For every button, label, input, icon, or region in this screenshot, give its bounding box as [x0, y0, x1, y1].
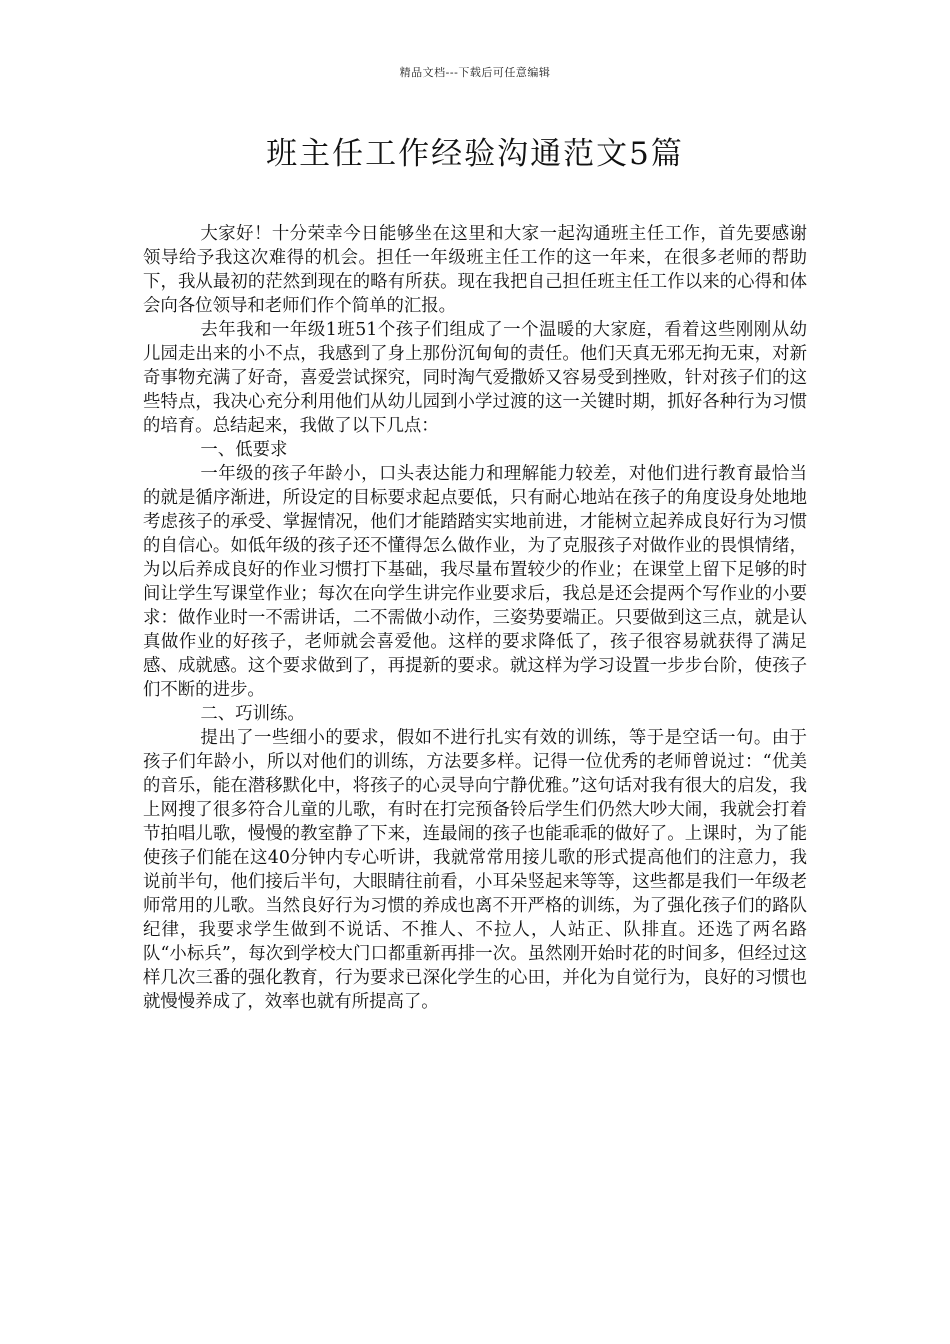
- paragraph-intro: 大家好！十分荣幸今日能够坐在这里和大家一起沟通班主任工作，首先要感谢领导给予我这次难得的机会。担任一年级班主任工作的这一年来，在很多老师的帮助下，我从最初的茫然到现在的略有所获。现在我把自己担任班主任工作以来的心得和体会向各位领导和老师们作个简单的汇报。: [143, 224, 807, 316]
- document-title: 班主任工作经验沟通范文5篇: [266, 136, 684, 172]
- paragraph-background: 去年我和一年级1班51个孩子们组成了一个温暖的大家庭，看着这些刚刚从幼儿园走出来的小不点，我感到了身上那份沉甸甸的责任。他们天真无邪无拘无束，对新奇事物充满了好奇，喜爱尝试探究，同时淘气爱撒娇又容易受到挫败，针对孩子们的这些特点，我决心充分利用他们从幼儿园到小学过渡的这一关键时期，抓好各种行为习惯的培育。总结起来，我做了以下几点：: [143, 320, 807, 436]
- paragraph-low-requirements: 一年级的孩子年龄小，口头表达能力和理解能力较差，对他们进行教育最恰当的就是循序渐进，所设定的目标要求起点要低，只有耐心地站在孩子的角度设身处地地考虑孩子的承受、掌握情况，他们才能踏踏实实地前进，才能树立起养成良好行为习惯的自信心。如低年级的孩子还不懂得怎么做作业，为了克服孩子对做作业的畏惧情绪，为以后养成良好的作业习惯打下基础，我尽量布置较少的作业；在课堂上留下足够的时间让学生写课堂作业；每次在向学生讲完作业要求后，我总是还会提两个写作业的小要求：做作业时一不需讲话，二不需做小动作，三姿势要端正。只要做到这三点，就是认真做作业的好孩子，老师就会喜爱他。这样的要求降低了，孩子很容易就获得了满足感、成就感。这个要求做到了，再提新的要求。就这样为学习设置一步步台阶，使孩子们不断的进步。: [143, 464, 807, 700]
- paragraph-clever-training: 提出了一些细小的要求，假如不进行扎实有效的训练，等于是空话一句。由于孩子们年龄小，所以对他们的训练，方法要多样。记得一位优秀的老师曾说过：“优美的音乐，能在潜移默化中，将孩子的心灵导向宁静优雅。”这句话对我有很大的启发，我上网搜了很多符合儿童的儿歌，有时在打完预备铃后学生们仍然大吵大闹，我就会打着节拍唱儿歌，慢慢的教室静了下来，连最闹的孩子也能乖乖的做好了。上课时，为了能使孩子们能在这40分钟内专心听讲，我就常常用接儿歌的形式提高他们的注意力，我说前半句，他们接后半句，大眼睛往前看，小耳朵竖起来等等，这些都是我们一年级老师常用的儿歌。当然良好行为习惯的养成也离不开严格的训练，为了强化孩子们的路队纪律，我要求学生做到不说话、不推人、不拉人，人站正、队排直。还选了两名路队“小标兵”，每次到学校大门口都重新再排一次。虽然刚开始时花的时间多，但经过这样几次三番的强化教育，行为要求已深化学生的心田，并化为自觉行为，良好的习惯也就慢慢养成了，效率也就有所提高了。: [143, 728, 807, 1012]
- document-body: [143, 222, 807, 1014]
- section-heading-clever-training: 二、巧训练。: [200, 704, 305, 724]
- header-note: 精品文档---下载后可任意编辑: [399, 66, 551, 79]
- section-heading-low-requirements: 一、低要求: [200, 440, 288, 460]
